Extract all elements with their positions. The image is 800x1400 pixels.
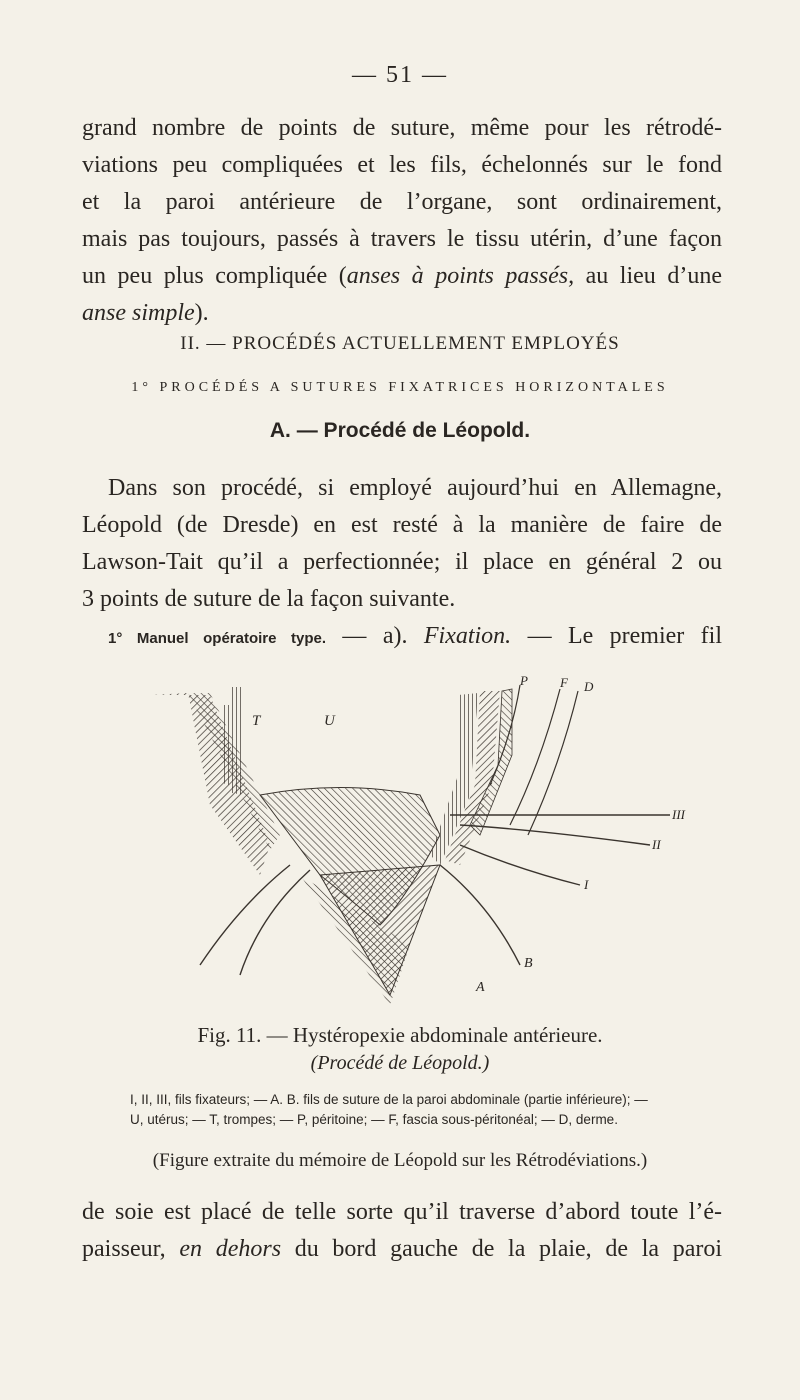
figure-label-D: D <box>584 679 594 694</box>
text-line: de soie est placé de telle sorte qu’il traverse d’abord toute l’é- <box>82 1199 722 1225</box>
text-line <box>82 618 722 657</box>
text-run: paisseur, <box>82 1236 180 1262</box>
figure-legend-line: I, II, III, fils fixateurs; — A. B. fils de suture de la paroi abdominale (partie inférieure); — <box>130 1092 648 1107</box>
section-heading: II. — PROCÉDÉS ACTUELLEMENT EMPLOYÉS <box>180 333 620 354</box>
text-run: — Le premier fil <box>511 623 722 649</box>
step-title: 1° Manuel opératoire type. <box>108 630 327 647</box>
text-line: mais pas toujours, passés à travers le tissu utérin, d’une façon <box>82 226 722 252</box>
left-peritoneum <box>232 687 244 795</box>
text-line: 3 points de suture de la façon suivante. <box>82 586 456 612</box>
figure-label-U: U <box>324 713 335 729</box>
italic-term: anse simple <box>82 300 195 326</box>
figure-label-P: P <box>520 675 528 688</box>
figure-label-I: I <box>584 877 589 892</box>
suture-thread <box>440 865 520 965</box>
subsection-heading: 1° PROCÉDÉS A SUTURES FIXATRICES HORIZONTALES <box>131 380 669 395</box>
anatomical-figure <box>140 675 700 1020</box>
text-line: Lawson-Tait qu’il a perfectionnée; il place en général 2 ou <box>82 549 722 575</box>
page-number: — 51 — <box>352 62 448 88</box>
text-run: au lieu d’une <box>574 263 722 289</box>
italic-term: anses à points passés, <box>346 263 575 289</box>
fascia-line <box>510 689 560 825</box>
text-line: et la paroi antérieure de l’organe, sont ordinairement, <box>82 189 722 215</box>
text-run: — a). <box>326 623 424 649</box>
suture-thread <box>200 865 290 965</box>
figure-label-T: T <box>252 713 261 729</box>
suture-thread <box>240 870 310 975</box>
text-run: un peu plus compliquée ( <box>82 263 347 289</box>
figure-label-F: F <box>560 675 568 690</box>
intro-paragraph <box>82 110 722 332</box>
figure-subcaption: (Procédé de Léopold.) <box>310 1052 490 1074</box>
figure-source-note: (Figure extraite du mémoire de Léopold sur les Rétrodéviations.) <box>152 1150 648 1171</box>
italic-term: Fixation. <box>423 623 512 649</box>
method-heading: A. — Procédé de Léopold. <box>269 419 531 442</box>
figure-label-II: II <box>652 837 661 852</box>
text-line <box>82 295 722 332</box>
figure-legend-line: U, utérus; — T, trompes; — P, péritoine; — F, fascia sous-péritonéal; — D, derme. <box>130 1112 618 1127</box>
text-line <box>82 1231 722 1268</box>
text-line <box>82 258 722 295</box>
suture-thread <box>460 825 650 845</box>
figure-caption: Fig. 11. — Hystéropexie abdominale antérieure. <box>197 1023 603 1047</box>
closing-paragraph <box>82 1194 722 1268</box>
text-line: viations peu compliquées et les fils, échelonnés sur le fond <box>82 152 722 178</box>
text-line: grand nombre de points de suture, même pour les rétrodé- <box>82 115 722 141</box>
body-paragraph <box>82 470 722 657</box>
text-run: du bord gauche de la plaie, de la paroi <box>281 1236 723 1262</box>
suture-thread <box>460 845 580 885</box>
text-line: Dans son procédé, si employé aujourd’hui en Allemagne, <box>108 475 722 501</box>
figure-label-A: A <box>476 980 485 995</box>
text-run: ). <box>194 300 209 326</box>
italic-term: en dehors <box>179 1236 282 1262</box>
figure-label-B: B <box>524 956 533 971</box>
figure-label-III: III <box>672 807 685 822</box>
text-line: Léopold (de Dresde) en est resté à la manière de faire de <box>82 512 722 538</box>
left-peritoneum <box>222 705 230 785</box>
